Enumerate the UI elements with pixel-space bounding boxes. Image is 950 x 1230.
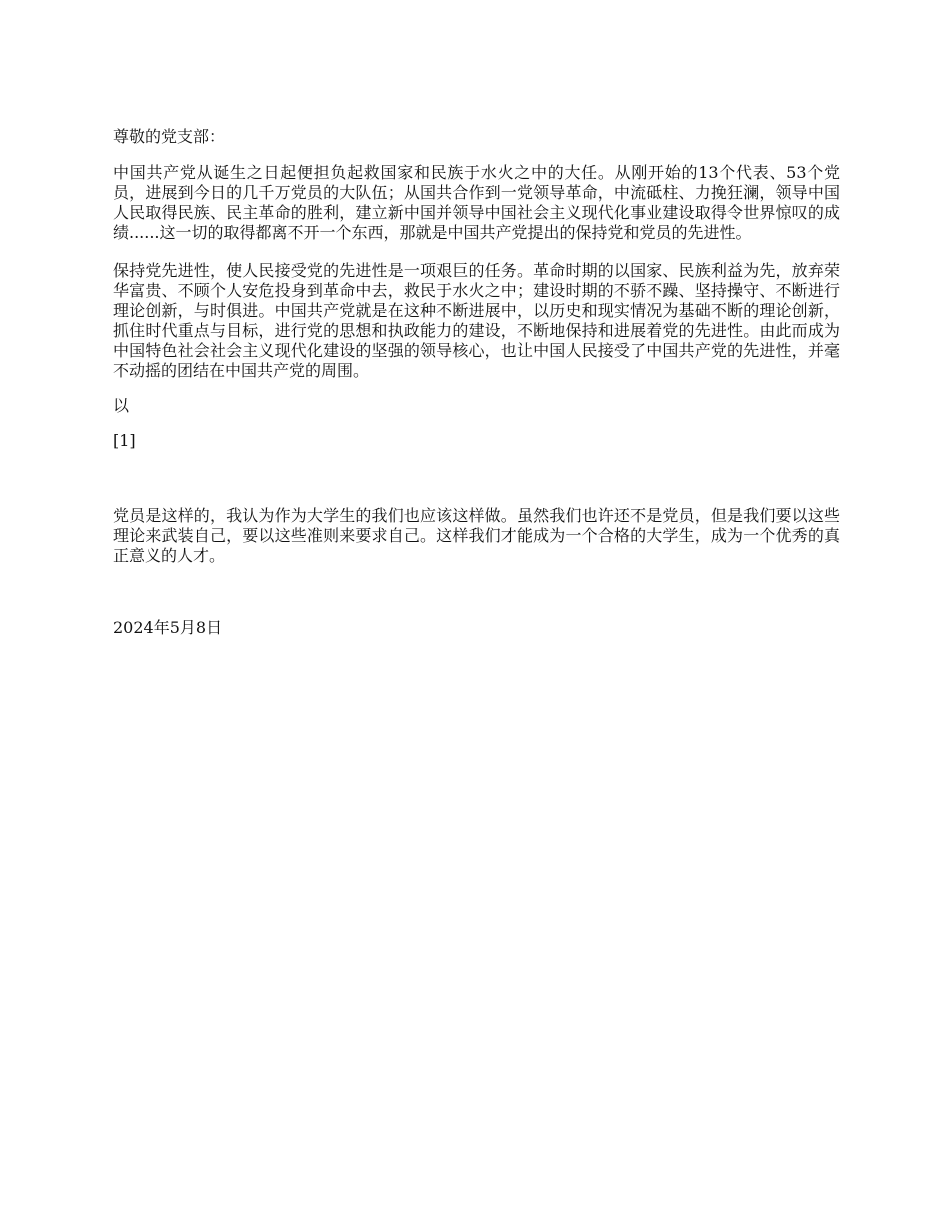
- letter-page: [113, 127, 840, 638]
- text-fragment: 以: [113, 396, 130, 415]
- closing-paragraph: 党员是这样的，我认为作为大学生的我们也应该这样做。虽然我们也许还不是党员，但是我们要以这些理论来武装自己，要以这些准则来要求自己。这样我们才能成为一个合格的大学生，成为一个优秀的真正意义的人才。: [113, 506, 840, 565]
- letter-date: 2024年5月8日: [113, 618, 223, 637]
- salutation: 尊敬的党支部：: [113, 127, 226, 146]
- footnote-reference: [1]: [113, 431, 136, 450]
- body-paragraph-1: 中国共产党从诞生之日起便担负起救国家和民族于水火之中的大任。从刚开始的13个代表、53个党员，进展到今日的几千万党员的大队伍；从国共合作到一党领导革命，中流砥柱、力挽狂澜，领导中国人民取得民族、民主革命的胜利，建立新中国并领导中国社会主义现代化事业建设取得令世界惊叹的成绩......这一切的取得都离不开一个东西，那就是中国共产党提出的保持党和党员的先进性。: [113, 163, 840, 242]
- body-paragraph-2: 保持党先进性，使人民接受党的先进性是一项艰巨的任务。革命时期的以国家、民族利益为先，放弃荣华富贵、不顾个人安危投身到革命中去，救民于水火之中；建设时期的不骄不躁、坚持操守、不断进行理论创新，与时俱进。中国共产党就是在这种不断进展中，以历史和现实情况为基础不断的理论创新，抓住时代重点与目标，进行党的思想和执政能力的建设，不断地保持和进展着党的先进性。由此而成为中国特色社会社会主义现代化建设的坚强的领导核心，也让中国人民接受了中国共产党的先进性，并毫不动摇的团结在中国共产党的周围。: [113, 261, 840, 380]
